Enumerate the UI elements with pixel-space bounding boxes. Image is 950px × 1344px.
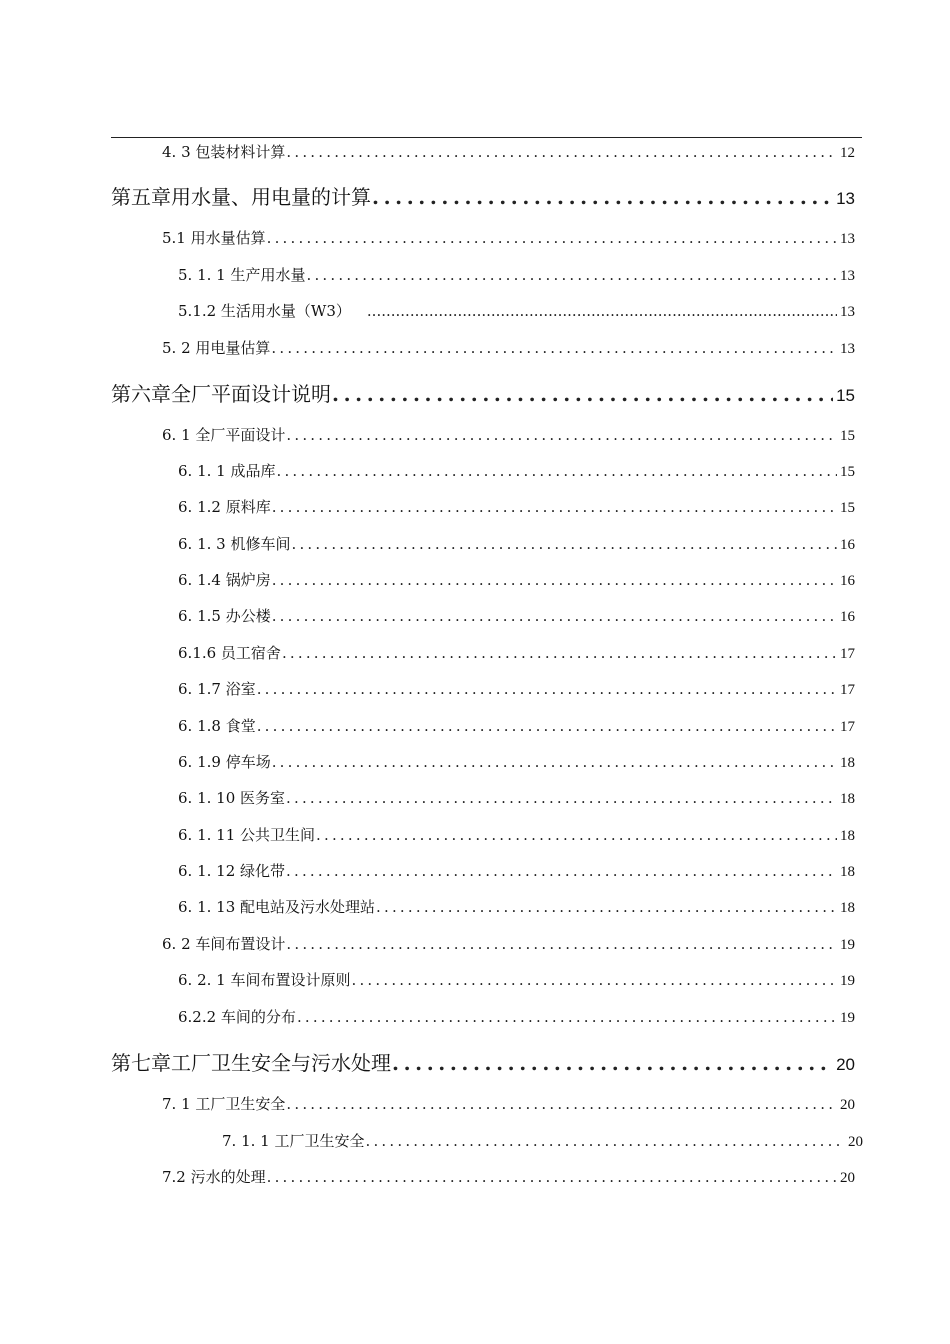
toc-entry[interactable] [178, 860, 855, 881]
toc-page-number: 17 [840, 719, 855, 735]
toc-page-number: 18 [840, 755, 855, 771]
toc-entry-label: 6. 2. 1 车间布置设计原则 [178, 971, 351, 989]
toc-entry-label: 6. 1.5 办公楼 [178, 607, 271, 625]
toc-leader [286, 789, 837, 807]
toc-leader [276, 462, 837, 480]
toc-page-number: 20 [836, 1055, 855, 1074]
toc-page-number: 13 [840, 304, 855, 320]
toc-entry[interactable] [162, 141, 855, 162]
toc-leader [365, 1132, 845, 1150]
toc-page-number: 16 [840, 609, 855, 625]
toc-chapter-label: 第六章全厂平面设计说明 [111, 382, 331, 406]
toc-entry[interactable] [162, 933, 855, 954]
toc-entry-label: 5.1 用水量估算 [162, 229, 266, 247]
toc-page-number: 15 [840, 500, 855, 516]
toc-entry-label: 6. 1.8 食堂 [178, 717, 256, 735]
toc-leader [332, 382, 833, 406]
toc-entry[interactable] [162, 1093, 855, 1114]
toc-entry-label: 6. 1. 3 机修车间 [178, 535, 291, 553]
toc-entry[interactable] [162, 227, 855, 248]
toc-page-number: 16 [840, 573, 855, 589]
toc-page-number: 20 [840, 1097, 855, 1113]
toc-leader [286, 935, 837, 953]
toc-entry[interactable] [178, 496, 855, 517]
toc-leader [267, 1168, 837, 1186]
toc-entry[interactable] [222, 1130, 863, 1151]
toc-leader [286, 1095, 837, 1113]
toc-entry-label: 4. 3 包装材料计算 [162, 143, 286, 161]
toc-leader [272, 607, 837, 625]
toc-page-number: 12 [840, 145, 855, 161]
toc-entry[interactable] [178, 300, 855, 321]
toc-entry-label: 6. 1. 13 配电站及污水处理站 [178, 898, 376, 916]
toc-leader [306, 266, 837, 284]
toc-entry-label: 6. 1. 1 成品库 [178, 462, 276, 480]
toc-leader [271, 339, 837, 357]
toc-entry[interactable] [162, 1166, 855, 1187]
toc-leader [372, 185, 833, 209]
toc-entry-label: 6. 1. 11 公共卫生间 [178, 826, 316, 844]
toc-page-number: 13 [840, 341, 855, 357]
toc-entry-label: 7. 1 工厂卫生安全 [162, 1095, 286, 1113]
toc-page-number: 19 [840, 973, 855, 989]
toc-page-number: 17 [840, 682, 855, 698]
toc-entry-label: 6. 1 全厂平面设计 [162, 426, 286, 444]
toc-entry[interactable] [178, 824, 855, 845]
toc-entry[interactable] [178, 787, 855, 808]
toc-leader [297, 1008, 837, 1026]
toc-page-number: 18 [840, 791, 855, 807]
toc-page-number: 13 [836, 189, 855, 208]
toc-entry[interactable] [178, 969, 855, 990]
toc-leader [367, 302, 837, 320]
toc-leader [392, 1051, 833, 1075]
toc-page-number: 15 [840, 428, 855, 444]
toc-leader [316, 826, 837, 844]
toc-leader [282, 644, 837, 662]
toc-leader [257, 680, 837, 698]
toc-leader [272, 571, 837, 589]
toc-page-number: 20 [848, 1134, 863, 1150]
toc-leader [272, 753, 837, 771]
toc-page-number: 20 [840, 1170, 855, 1186]
toc-entry[interactable] [178, 533, 855, 554]
toc-entry-label: 5. 2 用电量估算 [162, 339, 271, 357]
toc-entry[interactable] [162, 337, 855, 358]
toc-entry-label: 6.2.2 车间的分布 [178, 1008, 296, 1026]
toc-entry-label: 6.1.6 员工宿舍 [178, 644, 281, 662]
toc-leader [376, 898, 837, 916]
toc-leader [286, 862, 837, 880]
toc-chapter[interactable] [111, 378, 855, 407]
toc-entry-label: 6. 1.4 锅炉房 [178, 571, 271, 589]
toc-page-number: 13 [840, 231, 855, 247]
toc-page-number: 17 [840, 646, 855, 662]
toc-entry[interactable] [178, 896, 855, 917]
toc-chapter-label: 第五章用水量、用电量的计算 [111, 185, 371, 209]
toc-leader [351, 971, 837, 989]
toc-page-number: 18 [840, 900, 855, 916]
toc-entry[interactable] [162, 424, 855, 445]
toc-page-number: 18 [840, 828, 855, 844]
toc-entry-label: 5.1.2 生活用水量（W3） [178, 302, 351, 320]
toc-entry-label: 5. 1. 1 生产用水量 [178, 266, 306, 284]
toc-entry[interactable] [178, 751, 855, 772]
toc-leader [286, 426, 837, 444]
toc-entry[interactable] [178, 678, 855, 699]
toc-entry[interactable] [178, 642, 855, 663]
toc-page-number: 15 [840, 464, 855, 480]
toc-leader [267, 229, 837, 247]
toc-entry[interactable] [178, 264, 855, 285]
toc-entry-label: 6. 1.2 原料库 [178, 498, 271, 516]
toc-page-number: 19 [840, 937, 855, 953]
toc-leader [291, 535, 837, 553]
toc-entry-label: 6. 1. 12 绿化带 [178, 862, 286, 880]
toc-entry-label: 6. 1.9 停车场 [178, 753, 271, 771]
toc-page-number: 19 [840, 1010, 855, 1026]
toc-leader [257, 717, 837, 735]
toc-entry[interactable] [178, 715, 855, 736]
toc-page-number: 16 [840, 537, 855, 553]
toc-entry-label: 7. 1. 1 工厂卫生安全 [222, 1132, 365, 1150]
toc-entry-label: 6. 2 车间布置设计 [162, 935, 286, 953]
toc-page-number: 18 [840, 864, 855, 880]
toc-entry-label: 7.2 污水的处理 [162, 1168, 266, 1186]
toc-leader [286, 143, 837, 161]
toc-chapter-label: 第七章工厂卫生安全与污水处理 [111, 1051, 391, 1075]
toc-page-number: 13 [840, 268, 855, 284]
header-rule [111, 137, 862, 138]
toc-entry[interactable] [178, 1006, 855, 1027]
toc-entry-label: 6. 1.7 浴室 [178, 680, 256, 698]
toc-entry[interactable] [178, 605, 855, 626]
toc-chapter[interactable] [111, 181, 855, 210]
toc-entry-label: 6. 1. 10 医务室 [178, 789, 286, 807]
toc-page-number: 15 [836, 386, 855, 405]
toc-leader [272, 498, 837, 516]
toc-chapter[interactable] [111, 1047, 855, 1076]
toc-entry[interactable] [178, 460, 855, 481]
toc-entry[interactable] [178, 569, 855, 590]
